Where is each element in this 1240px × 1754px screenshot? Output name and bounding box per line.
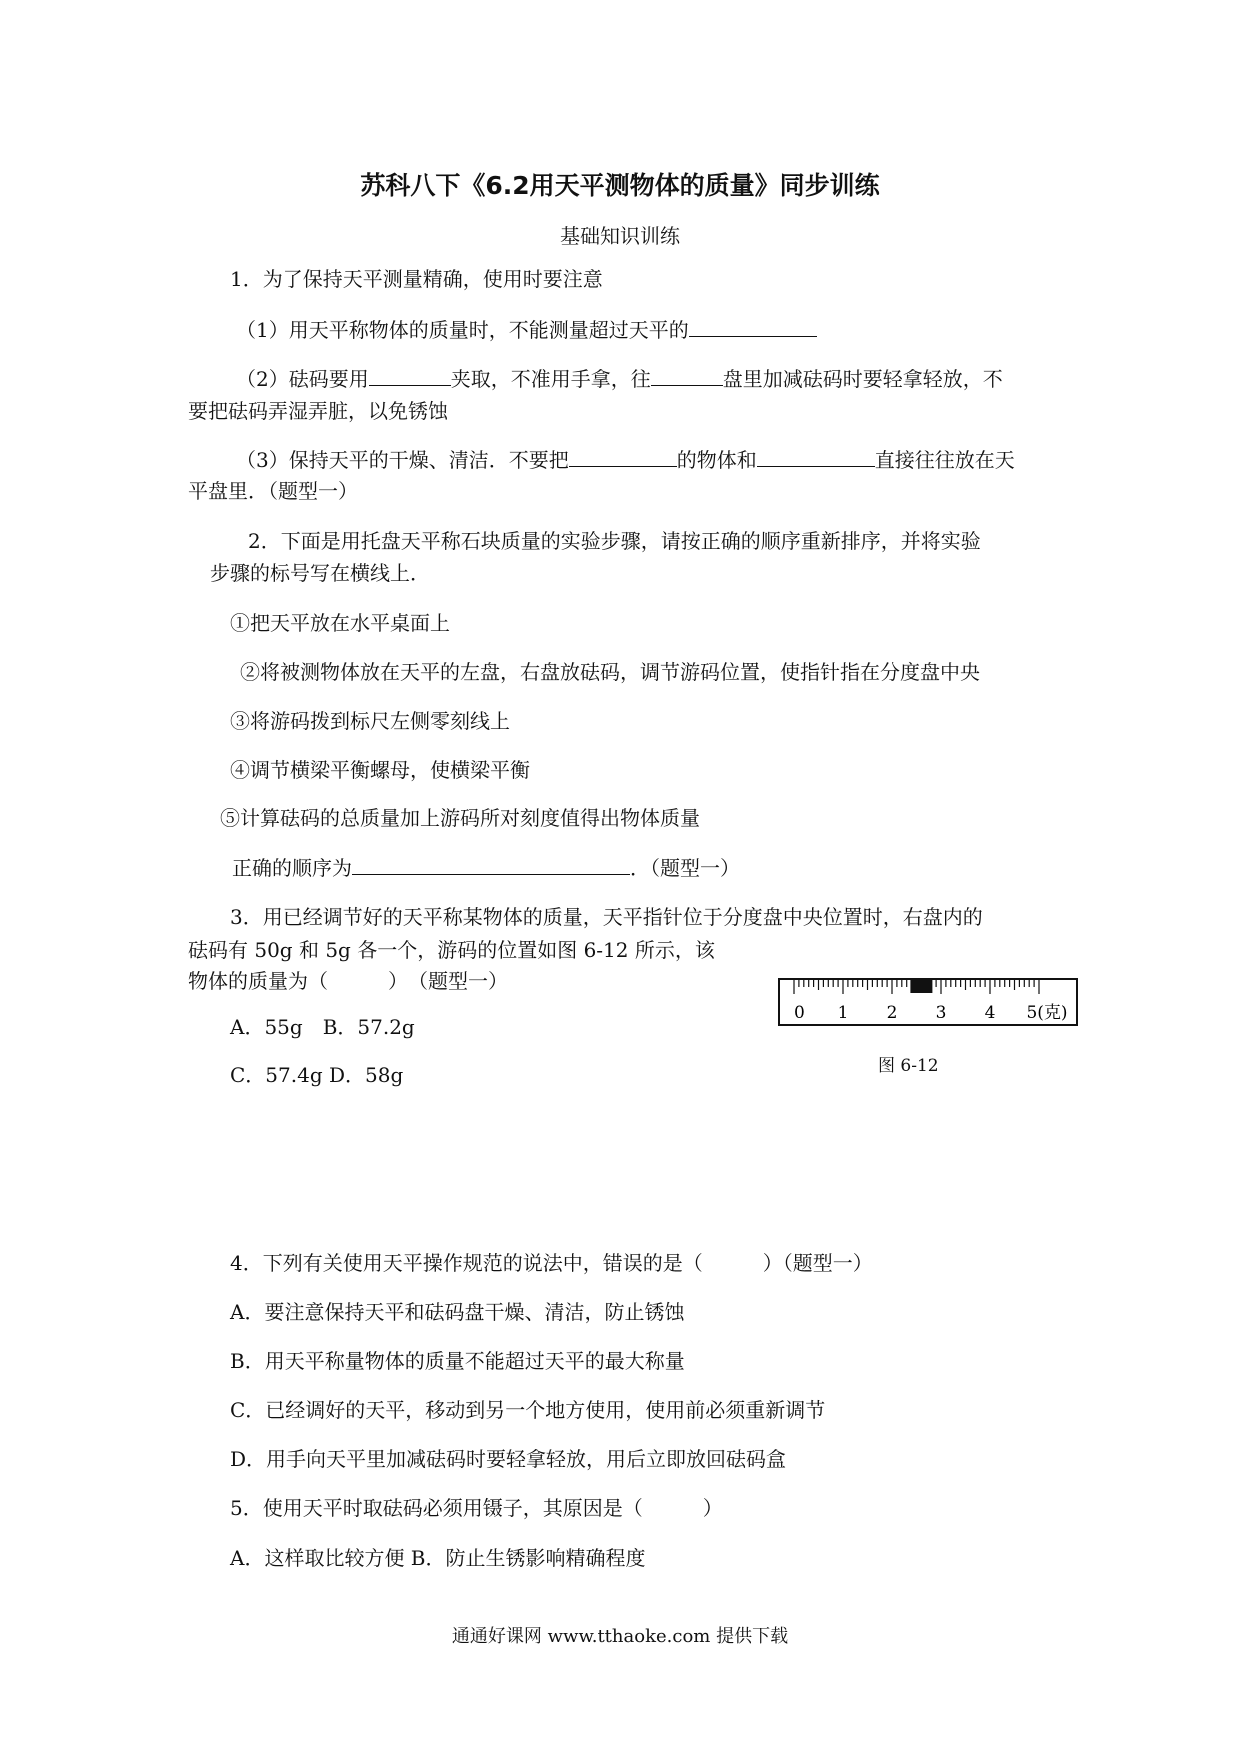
q1-part3 [236,446,1015,473]
q4-stem: 4．下列有关使用天平操作规范的说法中，错误的是（ ）（题型一） [230,1251,873,1275]
q2-step-5: ⑤计算砝码的总质量加上游码所对刻度值得出物体质量 [220,806,700,830]
q1-part3-text-c: 直接往往放在天 [874,448,1015,472]
q2-step-2: ②将被测物体放在天平的左盘，右盘放砝码，调节游码位置，使指针指在分度盘中央 [240,660,980,684]
ruler-labels [794,1003,1068,1023]
q5-stem: 5．使用天平时取砝码必须用镊子，其原因是（ ） [230,1496,723,1520]
balance-ruler-figure [778,978,1078,1028]
q1-part3-cont: 平盘里．（题型一） [188,479,358,503]
q1-part2-text-c: 盘里加减砝码时要轻拿轻放，不 [722,367,1003,391]
q4-option-b: B．用天平称量物体的质量不能超过天平的最大称量 [230,1349,685,1373]
q1-part1 [236,316,817,343]
rider-marker [910,979,932,993]
document-title: 苏科八下《6.2用天平测物体的质量》同步训练 [360,171,880,200]
q4-option-c: C．已经调好的天平，移动到另一个地方使用，使用前必须重新调节 [230,1398,826,1422]
q3-stem-line3: 物体的质量为（ ） （题型一） [188,969,508,993]
section-subtitle: 基础知识训练 [560,224,680,248]
q1-part2-text-a: （2）砝码要用 [236,367,369,391]
q2-answer-suffix: ．（题型一） [630,856,740,880]
q3-options-ab: A．55g B．57.2g [230,1015,415,1039]
figure-caption: 图 6-12 [878,1056,939,1076]
q1-part2-cont: 要把砝码弄湿弄脏，以免锈蚀 [188,399,448,423]
q1-part3-text-a: （3）保持天平的干燥、清洁．不要把 [236,448,569,472]
ruler-label: 0 [794,1003,805,1023]
answer-blank[interactable] [352,854,630,875]
q1-part2-text-b: 夹取，不准用手拿，往 [450,367,651,391]
q4-option-a: A．要注意保持天平和砝码盘干燥、清洁，防止锈蚀 [230,1300,685,1324]
q1-part1-text: （1）用天平称物体的质量时，不能测量超过天平的 [236,318,689,342]
ruler-label: 5(克) [1026,1003,1068,1023]
q1-part3-text-b: 的物体和 [676,448,757,472]
q2-step-4: ④调节横梁平衡螺母，使横梁平衡 [230,758,530,782]
q1-part2 [236,365,1003,392]
answer-blank[interactable] [369,365,451,386]
q1-intro: 1．为了保持天平测量精确，使用时要注意 [230,267,603,291]
answer-blank[interactable] [651,365,723,386]
answer-blank[interactable] [689,316,817,337]
ruler-label: 1 [837,1003,849,1023]
q2-answer-line [232,854,740,881]
q3-stem-line1: 3．用已经调节好的天平称某物体的质量，天平指针位于分度盘中央位置时，右盘内的 [230,905,983,929]
ruler-label: 3 [935,1003,947,1023]
q3-options-cd: C．57.4g D．58g [230,1063,404,1087]
ruler-label: 2 [886,1003,898,1023]
answer-blank[interactable] [757,446,875,467]
q2-answer-label: 正确的顺序为 [232,856,352,880]
q2-step-1: ①把天平放在水平桌面上 [230,611,450,635]
ruler-label: 4 [984,1003,996,1023]
q2-step-3: ③将游码拨到标尺左侧零刻线上 [230,709,510,733]
q4-option-d: D．用手向天平里加减砝码时要轻拿轻放，用后立即放回砝码盒 [230,1447,787,1471]
q2-intro: 2．下面是用托盘天平称石块质量的实验步骤，请按正确的顺序重新排序，并将实验 [248,529,981,553]
q5-options-ab: A．这样取比较方便 B．防止生锈影响精确程度 [230,1546,646,1570]
answer-blank[interactable] [569,446,677,467]
q3-stem-line2: 砝码有 50g 和 5g 各一个，游码的位置如图 6-12 所示，该 [188,938,715,962]
q2-intro-cont: 步骤的标号写在横线上． [210,561,430,585]
footer-source: 通通好课网 www.tthaoke.com 提供下载 [451,1626,789,1647]
